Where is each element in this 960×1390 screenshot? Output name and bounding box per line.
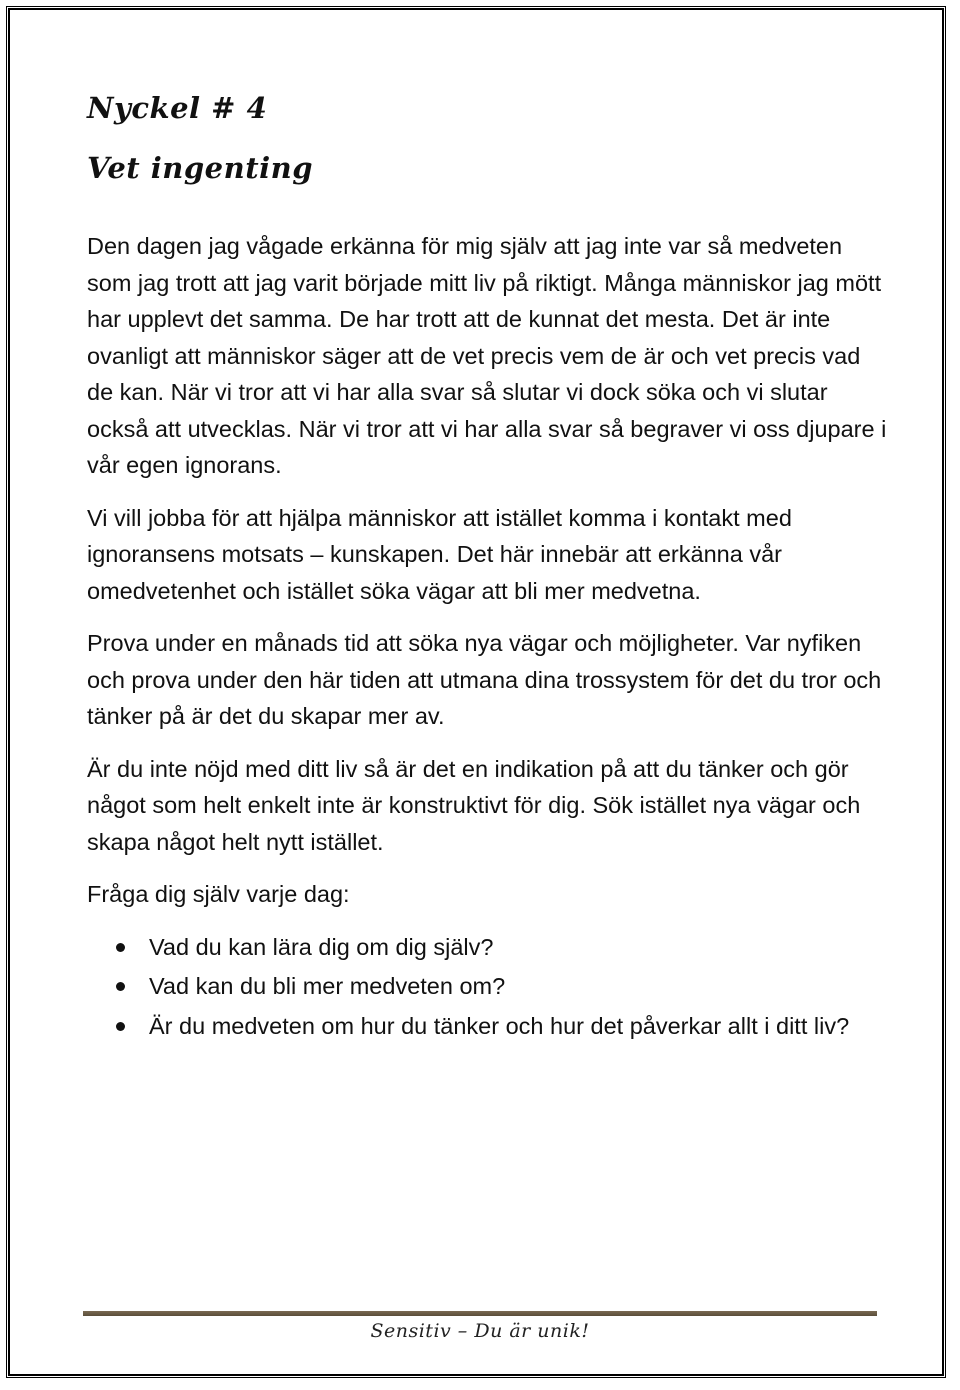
question-list	[87, 929, 887, 1045]
list-item	[87, 929, 887, 966]
bullet-icon	[116, 1022, 125, 1031]
list-item	[87, 968, 887, 1005]
key-number-heading: Nyckel # 4	[87, 91, 268, 125]
bullet-icon	[116, 943, 125, 952]
document-body	[87, 78, 887, 1047]
bullet-icon	[116, 982, 125, 991]
question-text: Är du medveten om hur du tänker och hur det påverkar allt i ditt liv?	[149, 1012, 850, 1039]
paragraph: Är du inte nöjd med ditt liv så är det en indikation på att du tänker och gör något som helt enkelt inte är konstruktivt för dig. Sök istället nya vägar och skapa något helt nytt istället.	[87, 755, 861, 855]
question-intro: Fråga dig själv varje dag:	[87, 881, 350, 907]
paragraph: Vi vill jobba för att hjälpa människor att istället komma i kontakt med ignoransens motsats – kunskapen. Det här innebär att erkänna vår omedvetenhet och istället söka vägar att bli mer medvetna.	[87, 504, 792, 604]
question-text: Vad du kan lära dig om dig själv?	[149, 933, 494, 960]
paragraph: Prova under en månads tid att söka nya vägar och möjligheter. Var nyfiken och prova under den här tiden att utmana dina trossystem för det du tror och tänker på är det du skapar mer av.	[87, 630, 882, 729]
key-title-heading: Vet ingenting	[87, 151, 313, 185]
footer-divider	[83, 1311, 877, 1316]
list-item	[87, 1008, 887, 1045]
footer-text: Sensitiv – Du är unik!	[370, 1320, 590, 1342]
paragraph: Den dagen jag vågade erkänna för mig själv att jag inte var så medveten som jag trott att jag varit började mitt liv på riktigt. Många människor jag mött har upplevt det samma. De har trott att de kunnat det mesta. Det är inte ovanligt att människor säger att de vet precis vem de är och vet precis vad de kan. När vi tror att vi har alla svar så slutar vi dock söka och vi slutar också att utvecklas. När vi tror att vi har alla svar så begraver vi oss djupare i vår egen ignorans.	[87, 233, 887, 478]
question-text: Vad kan du bli mer medveten om?	[149, 973, 506, 999]
